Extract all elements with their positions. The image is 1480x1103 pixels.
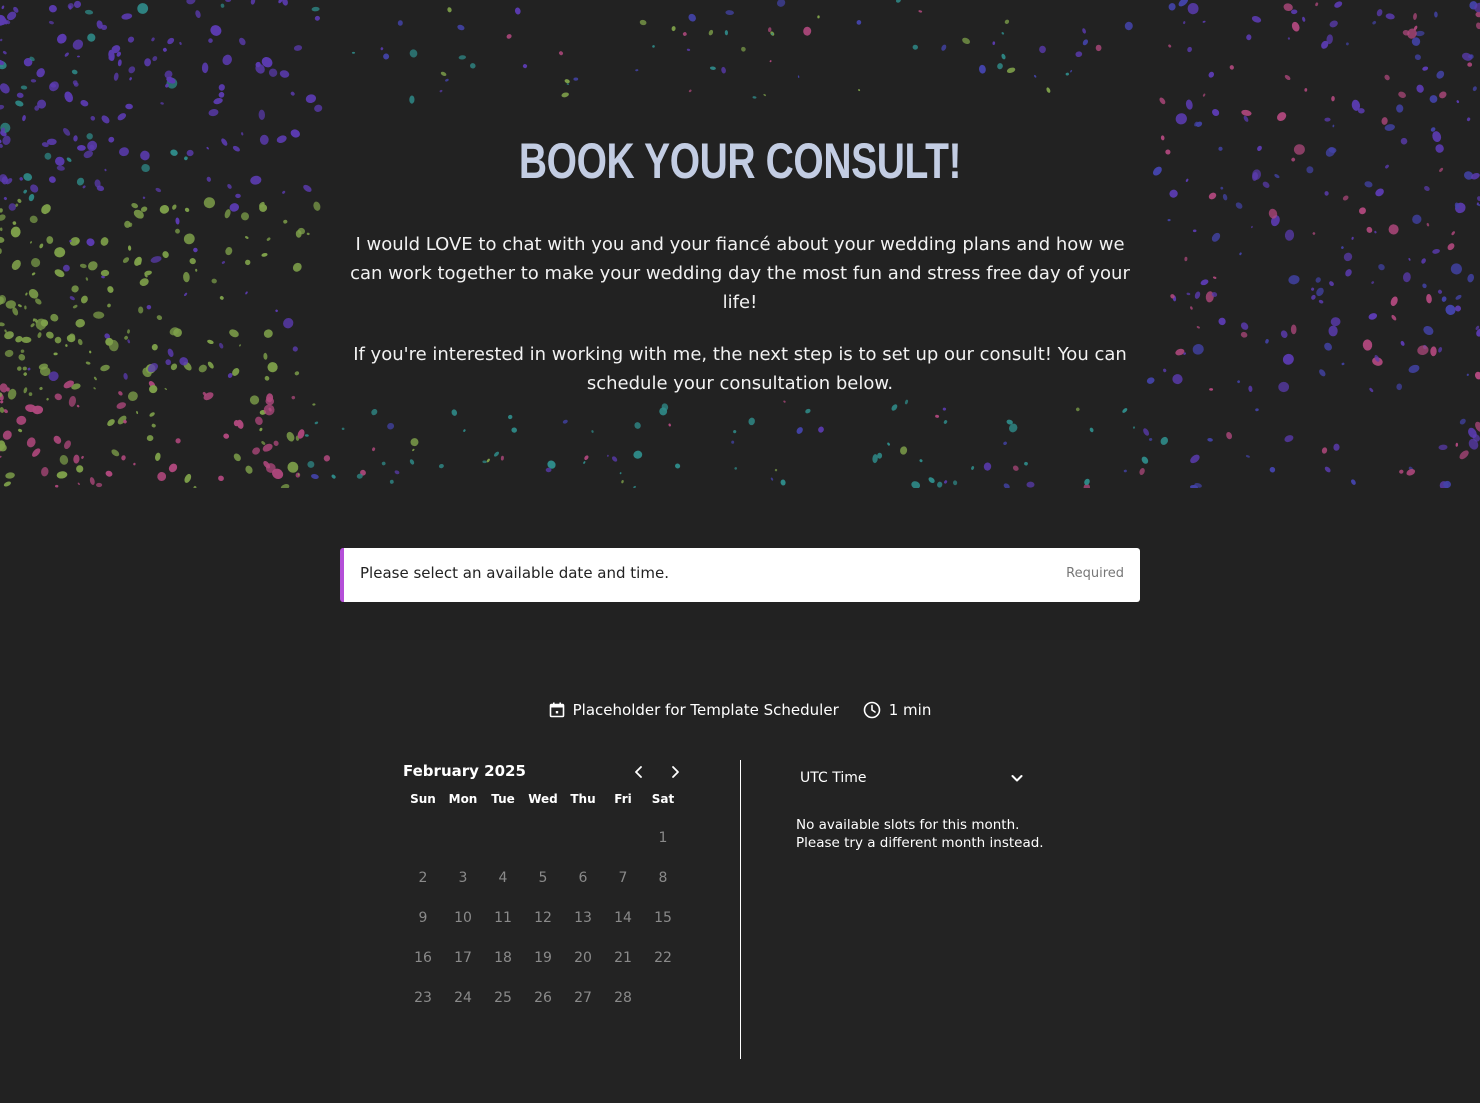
weekday-label: Fri bbox=[614, 792, 632, 806]
calendar-day: 14 bbox=[614, 910, 632, 926]
duration-item bbox=[863, 701, 932, 719]
calendar-day: 8 bbox=[658, 870, 668, 886]
calendar-day: 4 bbox=[498, 870, 508, 886]
calendar-day: 12 bbox=[534, 910, 552, 926]
timezone-select[interactable] bbox=[796, 766, 1024, 790]
previous-month-button[interactable] bbox=[627, 760, 651, 784]
calendar-day: 17 bbox=[454, 950, 472, 966]
calendar-day: 21 bbox=[614, 950, 632, 966]
chevron-down-icon bbox=[1010, 771, 1024, 785]
required-message: Please select an available date and time. bbox=[360, 564, 669, 582]
divider bbox=[740, 760, 741, 1059]
calendar-day: 18 bbox=[494, 950, 512, 966]
calendar-day: 27 bbox=[574, 990, 592, 1006]
weekday-label: Tue bbox=[491, 792, 515, 806]
calendar-day: 22 bbox=[654, 950, 672, 966]
calendar-day: 19 bbox=[534, 950, 552, 966]
required-field-notice bbox=[340, 548, 1140, 602]
weekday-label: Mon bbox=[448, 792, 478, 806]
required-tag: Required bbox=[1066, 566, 1124, 581]
weekday-label: Sat bbox=[651, 792, 675, 806]
hero-section bbox=[0, 0, 1480, 488]
calendar-day: 10 bbox=[454, 910, 472, 926]
event-name: Placeholder for Template Scheduler bbox=[572, 701, 839, 719]
month-label: February 2025 bbox=[403, 762, 526, 780]
next-step-paragraph: If you're interested in working with me, the next step is to set up our consult! You can schedule your consultation below. bbox=[353, 344, 1127, 394]
calendar-day: 11 bbox=[494, 910, 512, 926]
clock-icon bbox=[863, 701, 881, 719]
weekday-label: Wed bbox=[528, 792, 558, 806]
calendar-day: 16 bbox=[414, 950, 432, 966]
intro-paragraph: I would LOVE to chat with you and your fiancé about your wedding plans and how we can work together to make your wedding day the most fun and stress free day of your life! bbox=[350, 234, 1130, 313]
calendar-day: 2 bbox=[418, 870, 428, 886]
event-summary bbox=[340, 698, 1140, 722]
chevron-left-icon bbox=[632, 765, 646, 779]
calendar-day: 3 bbox=[458, 870, 468, 886]
scheduler-widget bbox=[340, 640, 1140, 1103]
calendar-day: 25 bbox=[494, 990, 512, 1006]
calendar-day: 15 bbox=[654, 910, 672, 926]
next-month-button[interactable] bbox=[663, 760, 687, 784]
timezone-value: UTC Time bbox=[800, 770, 867, 786]
calendar-day: 20 bbox=[574, 950, 592, 966]
calendar-day: 23 bbox=[414, 990, 432, 1006]
calendar-day: 6 bbox=[578, 870, 588, 886]
weekday-label: Thu bbox=[570, 792, 596, 806]
calendar-day: 9 bbox=[418, 910, 428, 926]
calendar-day: 13 bbox=[574, 910, 592, 926]
calendar-day: 7 bbox=[618, 870, 628, 886]
event-duration: 1 min bbox=[888, 701, 932, 719]
weekday-header bbox=[403, 792, 693, 806]
weekday-label: Sun bbox=[410, 792, 436, 806]
calendar-day: 28 bbox=[614, 990, 632, 1006]
chevron-right-icon bbox=[668, 765, 682, 779]
calendar-day: 26 bbox=[534, 990, 552, 1006]
calendar-day: 5 bbox=[538, 870, 548, 886]
no-slots-message bbox=[796, 816, 1056, 852]
page-title: BOOK YOUR CONSULT! bbox=[518, 133, 962, 189]
event-name-item bbox=[549, 701, 839, 719]
no-slots-line-1: No available slots for this month. bbox=[796, 817, 1020, 833]
calendar-day: 24 bbox=[454, 990, 472, 1006]
calendar-icon bbox=[549, 702, 565, 718]
calendar-day: 1 bbox=[658, 830, 668, 846]
no-slots-line-2: Please try a different month instead. bbox=[796, 835, 1044, 851]
